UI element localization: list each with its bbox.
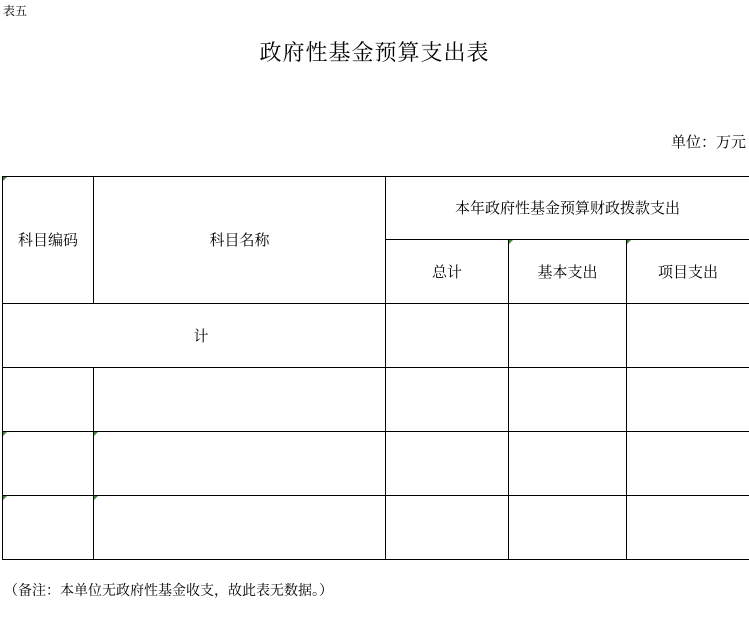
table-cell [509, 432, 626, 495]
expenditure-table [2, 176, 749, 560]
table-cell [3, 432, 93, 495]
table-cell [3, 368, 93, 431]
header-subject-name: 科目名称 [209, 231, 270, 249]
header-subject-code: 科目编码 [17, 231, 78, 249]
header-basic-expenditure: 基本支出 [537, 262, 598, 281]
header-budget-group: 本年政府性基金预算财政拨款支出 [454, 199, 680, 217]
table-cell [627, 368, 749, 431]
table-cell [3, 496, 93, 559]
table-cell [386, 368, 508, 431]
table-cell [509, 368, 626, 431]
table-cell [627, 496, 749, 559]
footnote: （备注：本单位无政府性基金收支，故此表无数据。） [4, 583, 333, 599]
table-cell [627, 432, 749, 495]
table-cell [94, 432, 385, 495]
table-cell [94, 496, 385, 559]
header-project-expenditure: 项目支出 [657, 262, 718, 281]
table-cell [386, 432, 508, 495]
summary-row-label: 计 [193, 326, 209, 345]
table-cell [94, 368, 385, 431]
unit-label: 单位：万元 [670, 133, 746, 151]
table-cell [386, 496, 508, 559]
table-cell [509, 496, 626, 559]
table-number-label: 表五 [3, 4, 28, 18]
table-border-bottom [2, 559, 749, 560]
page-title: 政府性基金预算支出表 [259, 41, 490, 66]
header-total: 总计 [431, 262, 462, 281]
